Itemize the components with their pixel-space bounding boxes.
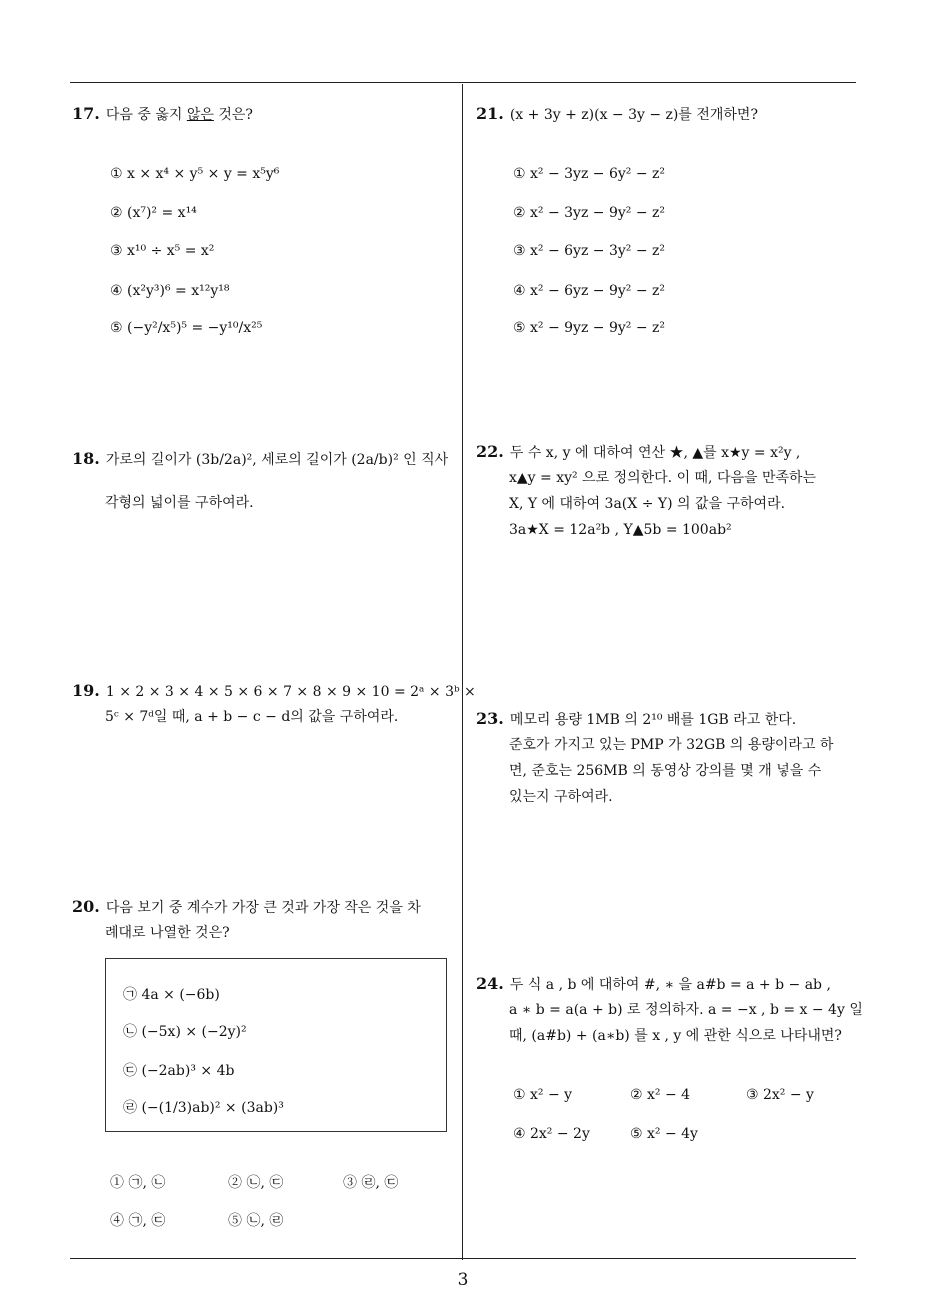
question-21	[476, 101, 758, 128]
box-item-4: ㉣ (−(1/3)ab)² × (3ab)³	[123, 1100, 284, 1116]
question-18-line2: 각형의 넓이를 구하여라.	[105, 495, 254, 511]
q20-option-1[interactable]: ① ㉠, ㉡	[110, 1175, 166, 1191]
question-text: 두 식 a , b 에 대하여 #, ∗ 을 a#b = a + b − ab ,	[509, 977, 831, 993]
question-24	[476, 971, 831, 998]
question-text: 것은?	[213, 107, 253, 123]
question-17	[72, 101, 253, 128]
question-text: (x + 3y + z)(x − 3y − z)를 전개하면?	[509, 107, 758, 123]
q17-option-1[interactable]: ① x × x⁴ × y⁵ × y = x⁵y⁶	[110, 166, 280, 182]
q24-option-4[interactable]: ④ 2x² − 2y	[513, 1126, 590, 1142]
q20-option-3[interactable]: ③ ㉣, ㉢	[343, 1175, 399, 1191]
question-19-line2: 5ᶜ × 7ᵈ일 때, a + b − c − d의 값을 구하여라.	[105, 709, 399, 725]
page-number: 3	[457, 1270, 469, 1290]
question-20	[72, 894, 421, 921]
bottom-rule	[70, 1258, 856, 1259]
q21-option-4[interactable]: ④ x² − 6yz − 9y² − z²	[513, 283, 666, 299]
question-23-line4: 있는지 구하여라.	[509, 789, 613, 805]
question-number: 17.	[72, 104, 100, 123]
box-item-1: ㉠ 4a × (−6b)	[123, 987, 220, 1003]
question-22-condition: 3a★X = 12a²b , Y▲5b = 100ab²	[509, 522, 732, 538]
question-text: 다음 보기 중 계수가 가장 큰 것과 가장 작은 것을 차	[105, 900, 421, 916]
q17-option-3[interactable]: ③ x¹⁰ ÷ x⁵ = x²	[110, 243, 215, 259]
question-22-line2: x▲y = xy² 으로 정의한다. 이 때, 다음을 만족하는	[509, 470, 817, 486]
question-number: 18.	[72, 449, 100, 468]
question-text: 가로의 길이가 (3b/2a)², 세로의 길이가 (2a/b)² 인 직사	[105, 452, 449, 468]
q21-option-3[interactable]: ③ x² − 6yz − 3y² − z²	[513, 243, 666, 259]
question-number: 24.	[476, 974, 504, 993]
q24-option-1[interactable]: ① x² − y	[513, 1087, 573, 1103]
q21-option-5[interactable]: ⑤ x² − 9yz − 9y² − z²	[513, 320, 666, 336]
box-item-3: ㉢ (−2ab)³ × 4b	[123, 1063, 235, 1079]
top-rule	[70, 82, 856, 83]
question-24-line2: a ∗ b = a(a + b) 로 정의하자. a = −x , b = x − 4y 일	[509, 1002, 863, 1018]
q24-option-3[interactable]: ③ 2x² − y	[746, 1087, 814, 1103]
question-22-line3: X, Y 에 대하여 3a(X ÷ Y) 의 값을 구하여라.	[509, 496, 786, 512]
question-24-line3: 때, (a#b) + (a∗b) 를 x , y 에 관한 식으로 나타내면?	[509, 1028, 842, 1044]
question-number: 19.	[72, 681, 100, 700]
q20-option-4[interactable]: ④ ㉠, ㉢	[110, 1213, 166, 1229]
question-number: 21.	[476, 104, 504, 123]
q24-option-5[interactable]: ⑤ x² − 4y	[630, 1126, 698, 1142]
q17-option-4[interactable]: ④ (x²y³)⁶ = x¹²y¹⁸	[110, 283, 230, 299]
question-23	[476, 706, 796, 733]
box-item-2: ㉡ (−5x) × (−2y)²	[123, 1024, 247, 1040]
question-number: 22.	[476, 442, 504, 461]
q21-option-1[interactable]: ① x² − 3yz − 6y² − z²	[513, 166, 666, 182]
question-text: 두 수 x, y 에 대하여 연산 ★, ▲를 x★y = x²y ,	[509, 445, 801, 461]
q21-option-2[interactable]: ② x² − 3yz − 9y² − z²	[513, 205, 666, 221]
question-text: 메모리 용량 1MB 의 2¹⁰ 배를 1GB 라고 한다.	[509, 712, 797, 728]
question-19	[72, 678, 476, 705]
question-18	[72, 446, 456, 473]
q24-option-2[interactable]: ② x² − 4	[630, 1087, 691, 1103]
q20-option-2[interactable]: ② ㉡, ㉢	[228, 1175, 284, 1191]
question-22	[476, 439, 800, 466]
q17-option-2[interactable]: ② (x⁷)² = x¹⁴	[110, 205, 197, 221]
question-23-line3: 면, 준호는 256MB 의 동영상 강의를 몇 개 넣을 수	[509, 763, 822, 779]
question-text: 1 × 2 × 3 × 4 × 5 × 6 × 7 × 8 × 9 × 10 = 2ᵃ × 3ᵇ ×	[105, 684, 476, 700]
q17-option-5[interactable]: ⑤ (−y²/x⁵)⁵ = −y¹⁰/x²⁵	[110, 320, 263, 336]
question-number: 20.	[72, 897, 100, 916]
question-text: 다음 중 옳지	[105, 107, 187, 123]
question-number: 23.	[476, 709, 504, 728]
question-20-line2: 례대로 나열한 것은?	[105, 925, 230, 941]
question-text-underlined: 않은	[186, 107, 214, 123]
column-divider	[462, 84, 463, 1260]
q20-option-5[interactable]: ⑤ ㉡, ㉣	[228, 1213, 284, 1229]
question-23-line2: 준호가 가지고 있는 PMP 가 32GB 의 용량이라고 하	[509, 737, 834, 753]
